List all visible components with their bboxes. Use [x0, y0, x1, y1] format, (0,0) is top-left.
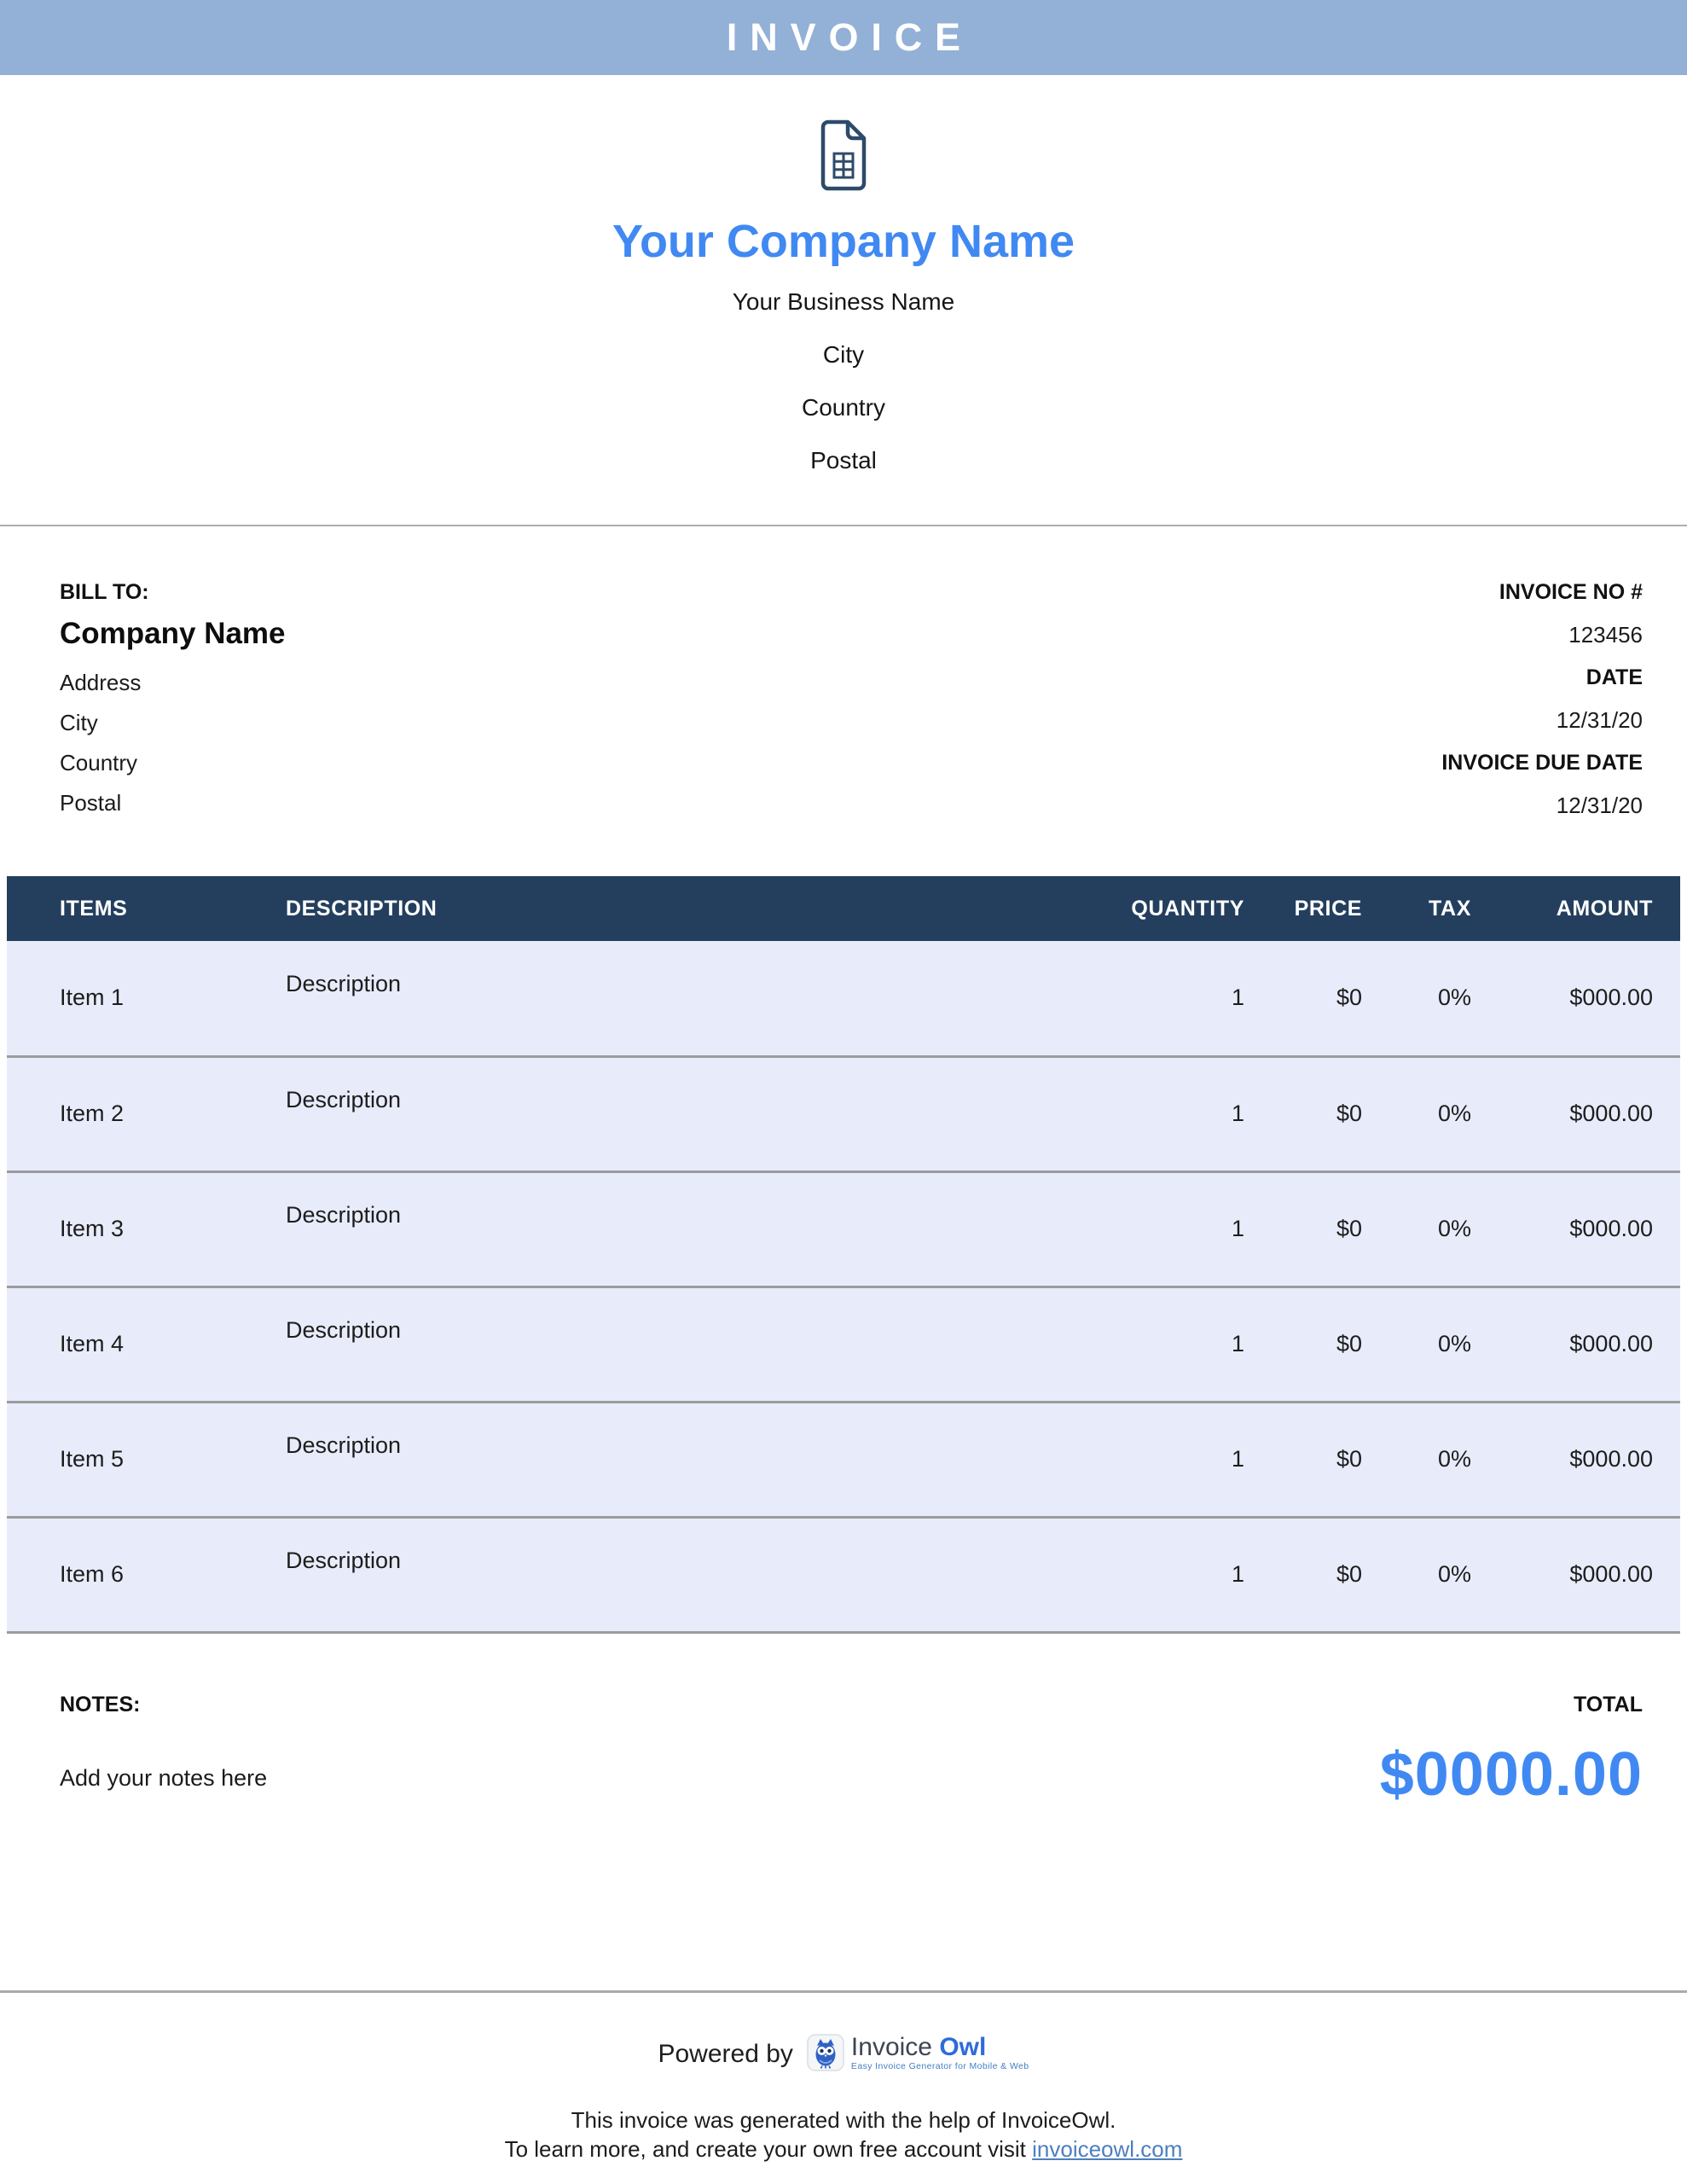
- column-header-items: ITEMS: [7, 876, 233, 941]
- footer-generated-text: This invoice was generated with the help of InvoiceOwl.: [571, 2106, 1116, 2133]
- invoice-banner-title: INVOICE: [726, 15, 973, 59]
- bill-to-postal: Postal: [60, 790, 122, 816]
- total-value: $0000.00: [1379, 1740, 1643, 1809]
- item-name-cell: Item 1: [7, 941, 233, 1056]
- item-tax-cell: 0%: [1362, 1171, 1471, 1287]
- table-row: [7, 941, 1680, 1056]
- item-description-cell: Description: [233, 1287, 1065, 1402]
- invoice-date-value: 12/31/20: [1556, 707, 1643, 733]
- invoiceowl-owl-icon: [807, 2034, 844, 2076]
- notes-label: NOTES:: [60, 1692, 141, 1716]
- item-tax-cell: 0%: [1362, 1056, 1471, 1171]
- invoice-meta-block: [1441, 571, 1643, 827]
- item-tax-cell: 0%: [1362, 941, 1471, 1056]
- invoice-due-date-label: INVOICE DUE DATE: [1441, 751, 1643, 775]
- logo-invoice-text: Invoice: [850, 2032, 932, 2061]
- summary-section: [0, 1692, 1687, 1809]
- item-description-cell: Description: [233, 941, 1065, 1056]
- item-price-cell: $0: [1244, 1171, 1362, 1287]
- powered-by-row: [0, 2034, 1687, 2076]
- total-label: TOTAL: [1573, 1692, 1643, 1716]
- column-header-description: DESCRIPTION: [233, 876, 1065, 941]
- item-name-cell: Item 3: [7, 1171, 233, 1287]
- item-quantity-cell: 1: [1065, 1402, 1244, 1517]
- item-name-cell: Item 4: [7, 1287, 233, 1402]
- company-postal: Postal: [810, 447, 877, 473]
- item-quantity-cell: 1: [1065, 1517, 1244, 1632]
- item-price-cell: $0: [1244, 1517, 1362, 1632]
- item-name-cell: Item 5: [7, 1402, 233, 1517]
- bill-to-company-name: Company Name: [60, 617, 286, 650]
- table-row: [7, 1287, 1680, 1402]
- invoiceowl-link[interactable]: invoiceowl.com: [1032, 2135, 1183, 2162]
- item-amount-cell: $000.00: [1471, 1056, 1680, 1171]
- item-amount-cell: $000.00: [1471, 1402, 1680, 1517]
- bill-to-label: BILL TO:: [60, 580, 149, 604]
- item-price-cell: $0: [1244, 1402, 1362, 1517]
- column-header-amount: AMOUNT: [1471, 876, 1680, 941]
- company-header: [0, 75, 1687, 487]
- invoice-due-date-value: 12/31/20: [1556, 793, 1643, 818]
- item-tax-cell: 0%: [1362, 1287, 1471, 1402]
- document-icon: [820, 119, 867, 195]
- total-block: [1379, 1692, 1643, 1809]
- column-header-quantity: QUANTITY: [1065, 876, 1244, 941]
- invoice-number-value: 123456: [1568, 622, 1643, 648]
- item-price-cell: $0: [1244, 941, 1362, 1056]
- item-description-cell: Description: [233, 1517, 1065, 1632]
- company-city: City: [822, 341, 865, 368]
- company-country: Country: [801, 394, 886, 421]
- item-description-cell: Description: [233, 1171, 1065, 1287]
- items-table-header: [7, 876, 1680, 941]
- item-amount-cell: $000.00: [1471, 941, 1680, 1056]
- item-price-cell: $0: [1244, 1056, 1362, 1171]
- item-description-cell: Description: [233, 1056, 1065, 1171]
- item-amount-cell: $000.00: [1471, 1517, 1680, 1632]
- bill-to-address-block: [60, 663, 286, 823]
- item-price-cell: $0: [1244, 1287, 1362, 1402]
- items-table-body: [7, 941, 1680, 1632]
- footer: [0, 2034, 1687, 2161]
- invoice-banner: [0, 0, 1687, 75]
- bill-to-block: [60, 581, 286, 827]
- table-row: [7, 1171, 1680, 1287]
- column-header-tax: TAX: [1362, 876, 1471, 941]
- footer-learn-more-prefix: To learn more, and create your own free account visit: [504, 2135, 1026, 2162]
- footer-learn-more-text: [0, 2137, 1687, 2161]
- item-quantity-cell: 1: [1065, 1056, 1244, 1171]
- item-name-cell: Item 6: [7, 1517, 233, 1632]
- company-name: Your Company Name: [612, 216, 1075, 267]
- header-divider: [0, 525, 1687, 526]
- item-tax-cell: 0%: [1362, 1517, 1471, 1632]
- company-address-block: [0, 276, 1687, 487]
- table-row: [7, 1056, 1680, 1171]
- bill-to-address: Address: [60, 670, 142, 695]
- item-quantity-cell: 1: [1065, 1287, 1244, 1402]
- item-name-cell: Item 2: [7, 1056, 233, 1171]
- table-row: [7, 1402, 1680, 1517]
- item-tax-cell: 0%: [1362, 1402, 1471, 1517]
- items-table: [7, 876, 1680, 1634]
- item-quantity-cell: 1: [1065, 1171, 1244, 1287]
- item-description-cell: Description: [233, 1402, 1065, 1517]
- invoiceowl-wordmark: [851, 2034, 1029, 2072]
- bill-to-country: Country: [60, 750, 138, 775]
- item-amount-cell: $000.00: [1471, 1287, 1680, 1402]
- company-business-name: Your Business Name: [732, 288, 955, 315]
- notes-block: [60, 1693, 267, 1806]
- logo-tagline: Easy Invoice Generator for Mobile & Web: [850, 2060, 1029, 2071]
- notes-text: Add your notes here: [60, 1764, 268, 1791]
- item-amount-cell: $000.00: [1471, 1171, 1680, 1287]
- powered-by-label: Powered by: [658, 2040, 793, 2068]
- footer-divider: [0, 1990, 1687, 1993]
- invoice-date-label: DATE: [1586, 665, 1643, 689]
- column-header-price: PRICE: [1244, 876, 1362, 941]
- table-row: [7, 1517, 1680, 1632]
- logo-owl-text: Owl: [939, 2032, 987, 2061]
- bill-to-city: City: [60, 710, 98, 735]
- invoice-number-label: INVOICE NO #: [1499, 580, 1643, 604]
- invoiceowl-logo: [807, 2034, 1029, 2076]
- parties-section: [0, 581, 1687, 827]
- item-quantity-cell: 1: [1065, 941, 1244, 1056]
